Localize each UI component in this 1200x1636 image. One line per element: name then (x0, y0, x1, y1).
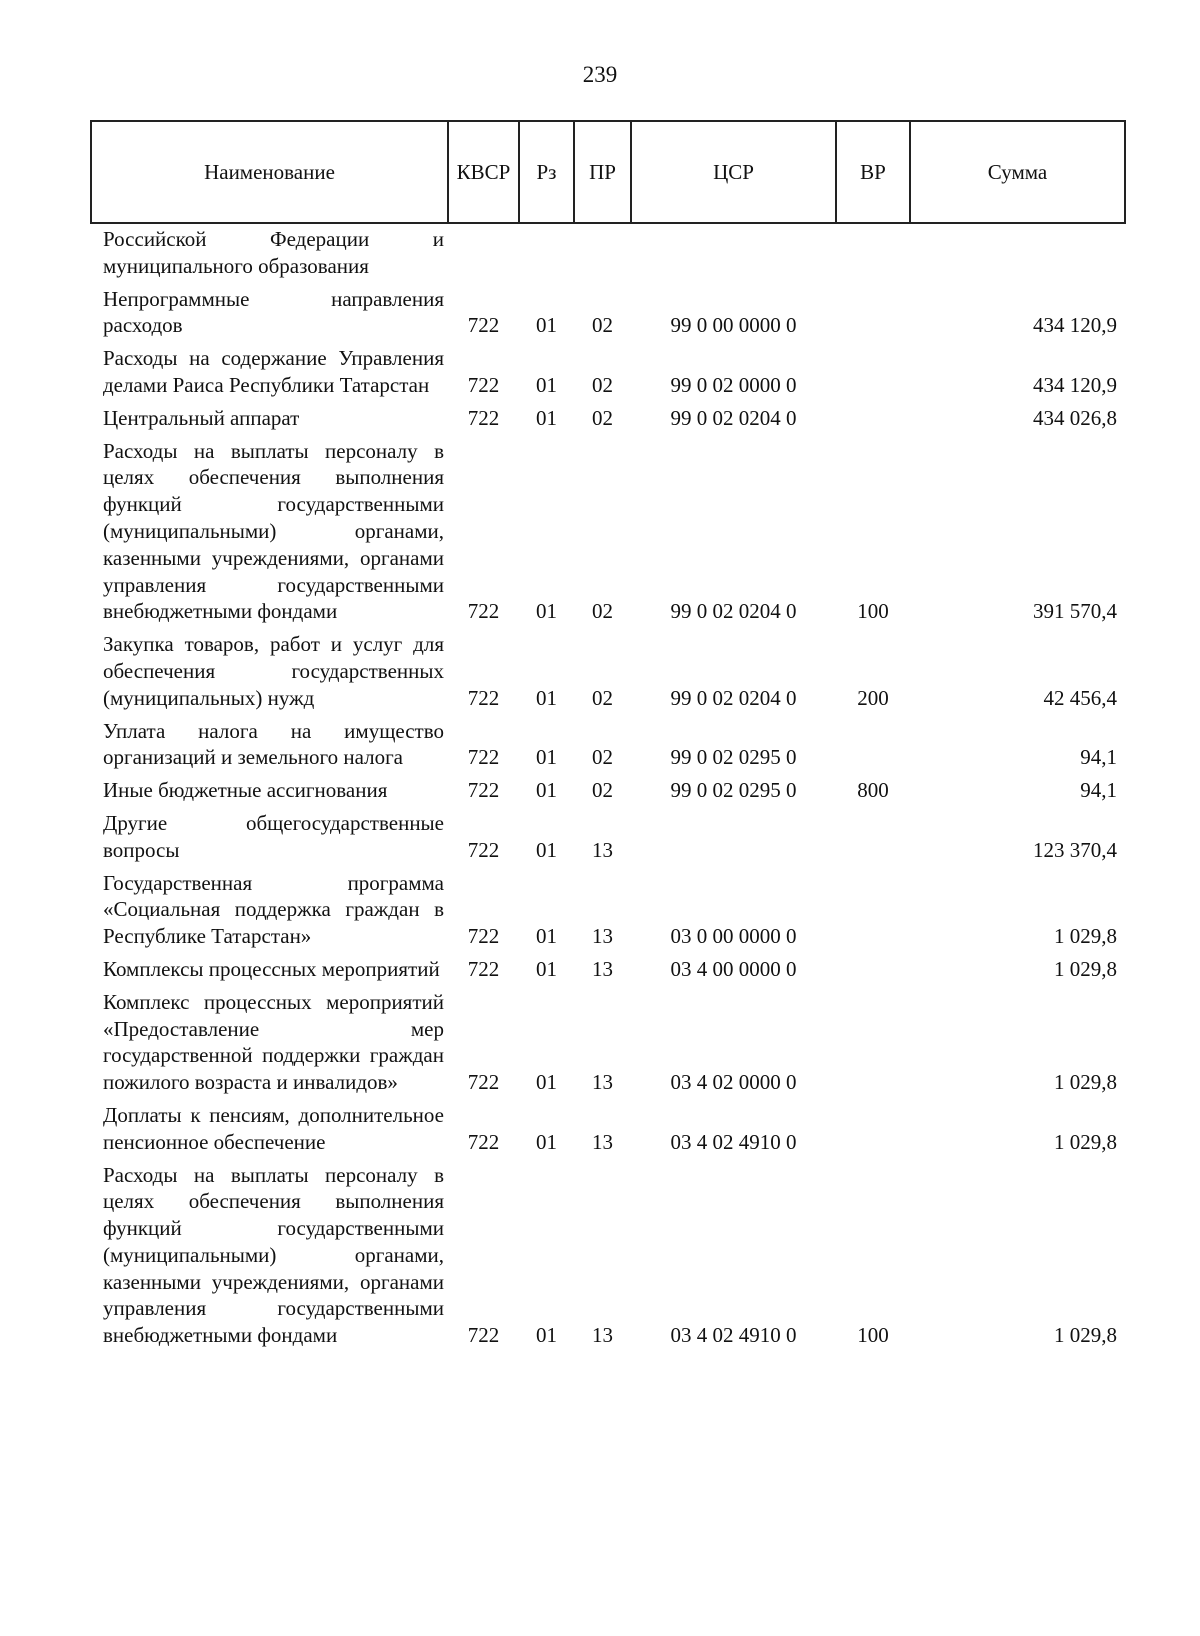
cell-vr (836, 716, 910, 776)
cell-rz: 01 (536, 745, 557, 770)
cell-sum: 434 120,9 (1033, 372, 1117, 397)
cell-name: Государственная программа «Социальная поддержка граждан в Республике Татарстан» (103, 870, 444, 949)
cell-rz: 01 (536, 1323, 557, 1348)
cell-pr: 13 (592, 1129, 613, 1154)
cell-pr: 13 (592, 837, 613, 862)
cell-pr (574, 223, 631, 284)
cell-vr (836, 403, 910, 436)
cell-csr (631, 223, 836, 284)
cell-name: Расходы на содержание Управления делами Раиса Республики Татарстан (103, 346, 444, 397)
cell-pr: 02 (592, 372, 613, 397)
cell-vr (836, 223, 910, 284)
cell-name: Непрограммные направления расходов (103, 286, 444, 338)
cell-vr (836, 987, 910, 1100)
cell-rz: 01 (536, 599, 557, 624)
cell-rz: 01 (536, 924, 557, 949)
cell-sum: 1 029,8 (1054, 1129, 1117, 1154)
cell-vr (836, 284, 910, 344)
cell-kvsr: 722 (467, 837, 500, 862)
cell-rz: 01 (536, 956, 557, 981)
cell-rz: 01 (536, 372, 557, 397)
cell-name: Расходы на выплаты персоналу в целях обеспечения выполнения функций государственными (муниципальными) органами, казенными учреждениями, органами управления государственными внебюджетными фондами (103, 438, 444, 624)
cell-pr: 13 (592, 1323, 613, 1348)
table-row (91, 436, 1125, 630)
cell-csr: 03 0 00 0000 0 (670, 924, 797, 949)
cell-csr: 99 0 02 0204 0 (670, 599, 797, 624)
cell-csr: 99 0 02 0204 0 (670, 405, 797, 430)
cell-name: Закупка товаров, работ и услуг для обеспечения государственных (муниципальных) нужд (103, 632, 444, 710)
table-row (91, 223, 1125, 284)
cell-name: Комплекс процессных мероприятий «Предоставление мер государственной поддержки граждан пожилого возраста и инвалидов» (103, 989, 444, 1095)
cell-vr: 100 (857, 599, 889, 624)
cell-vr (836, 954, 910, 987)
cell-csr: 99 0 02 0204 0 (670, 685, 797, 710)
header-kvsr: КВСР (448, 121, 519, 223)
cell-rz: 01 (536, 405, 557, 430)
budget-table (90, 120, 1126, 1353)
cell-kvsr: 722 (467, 956, 500, 981)
cell-name: Центральный аппарат (103, 405, 300, 430)
cell-sum: 434 026,8 (1033, 405, 1117, 430)
cell-sum: 94,1 (1080, 745, 1117, 770)
table-row (91, 987, 1125, 1100)
header-pr: ПР (574, 121, 631, 223)
cell-rz: 01 (536, 837, 557, 862)
cell-vr (836, 1100, 910, 1160)
table-header-row (91, 121, 1125, 223)
cell-kvsr: 722 (467, 1070, 500, 1095)
cell-name: Комплексы процессных мероприятий (103, 956, 440, 981)
cell-sum: 1 029,8 (1054, 956, 1117, 981)
cell-rz (519, 223, 574, 284)
header-sum: Сумма (910, 121, 1125, 223)
cell-kvsr: 722 (467, 313, 500, 338)
cell-name: Доплаты к пенсиям, дополнительное пенсионное обеспечение (103, 1102, 444, 1154)
cell-sum: 94,1 (1080, 778, 1117, 803)
table-row (91, 629, 1125, 715)
cell-csr: 99 0 02 0000 0 (670, 372, 797, 397)
cell-pr: 13 (592, 956, 613, 981)
cell-sum (910, 223, 1125, 284)
cell-csr: 03 4 02 4910 0 (670, 1323, 797, 1348)
cell-name: Российской Федерации и муниципального образования (103, 227, 444, 278)
cell-pr: 13 (592, 924, 613, 949)
cell-kvsr: 722 (467, 405, 500, 430)
header-vr: ВР (836, 121, 910, 223)
cell-sum: 123 370,4 (1033, 837, 1117, 862)
table-row (91, 954, 1125, 987)
cell-rz: 01 (536, 685, 557, 710)
cell-vr (836, 808, 910, 868)
cell-csr: 99 0 00 0000 0 (670, 313, 797, 338)
table-row (91, 716, 1125, 776)
cell-vr: 100 (857, 1323, 889, 1348)
table-row (91, 1100, 1125, 1160)
cell-sum: 1 029,8 (1054, 1070, 1117, 1095)
cell-sum: 434 120,9 (1033, 313, 1117, 338)
cell-kvsr: 722 (467, 685, 500, 710)
cell-csr: 03 4 02 4910 0 (670, 1129, 797, 1154)
cell-sum: 391 570,4 (1033, 599, 1117, 624)
table-row (91, 808, 1125, 868)
cell-pr: 13 (592, 1070, 613, 1095)
cell-kvsr: 722 (467, 599, 500, 624)
cell-vr (836, 868, 910, 954)
cell-name: Другие общегосударственные вопросы (103, 810, 444, 862)
cell-rz: 01 (536, 313, 557, 338)
header-name: Наименование (91, 121, 448, 223)
cell-kvsr: 722 (467, 1129, 500, 1154)
cell-kvsr: 722 (467, 745, 500, 770)
header-rz: Рз (519, 121, 574, 223)
cell-pr: 02 (592, 405, 613, 430)
cell-csr: 03 4 00 0000 0 (670, 956, 797, 981)
cell-csr: 03 4 02 0000 0 (670, 1070, 797, 1095)
table-row (91, 868, 1125, 954)
cell-sum: 1 029,8 (1054, 924, 1117, 949)
cell-pr: 02 (592, 745, 613, 770)
cell-kvsr: 722 (467, 924, 500, 949)
cell-kvsr: 722 (467, 372, 500, 397)
table-row (91, 284, 1125, 344)
table-row (91, 403, 1125, 436)
cell-vr (836, 343, 910, 403)
table-row (91, 1160, 1125, 1354)
header-csr: ЦСР (631, 121, 836, 223)
cell-csr: 99 0 02 0295 0 (670, 745, 797, 770)
cell-kvsr: 722 (467, 778, 500, 803)
cell-pr: 02 (592, 778, 613, 803)
page-number: 239 (582, 62, 618, 87)
cell-pr: 02 (592, 313, 613, 338)
table-row (91, 775, 1125, 808)
cell-csr: 99 0 02 0295 0 (670, 778, 797, 803)
cell-name: Расходы на выплаты персоналу в целях обеспечения выполнения функций государственными (муниципальными) органами, казенными учреждениями, органами управления государственными внебюджетными фондами (103, 1162, 444, 1348)
cell-rz: 01 (536, 1070, 557, 1095)
cell-kvsr: 722 (467, 1323, 500, 1348)
cell-name: Уплата налога на имущество организаций и земельного налога (103, 718, 444, 770)
table-row (91, 343, 1125, 403)
cell-sum: 42 456,4 (1043, 685, 1117, 710)
cell-kvsr (448, 223, 519, 284)
cell-vr: 200 (857, 685, 889, 710)
cell-pr: 02 (592, 599, 613, 624)
cell-sum: 1 029,8 (1054, 1323, 1117, 1348)
cell-rz: 01 (536, 778, 557, 803)
cell-name: Иные бюджетные ассигнования (103, 778, 388, 803)
cell-rz: 01 (536, 1129, 557, 1154)
cell-vr: 800 (857, 778, 889, 803)
cell-pr: 02 (592, 685, 613, 710)
cell-csr (631, 808, 836, 868)
